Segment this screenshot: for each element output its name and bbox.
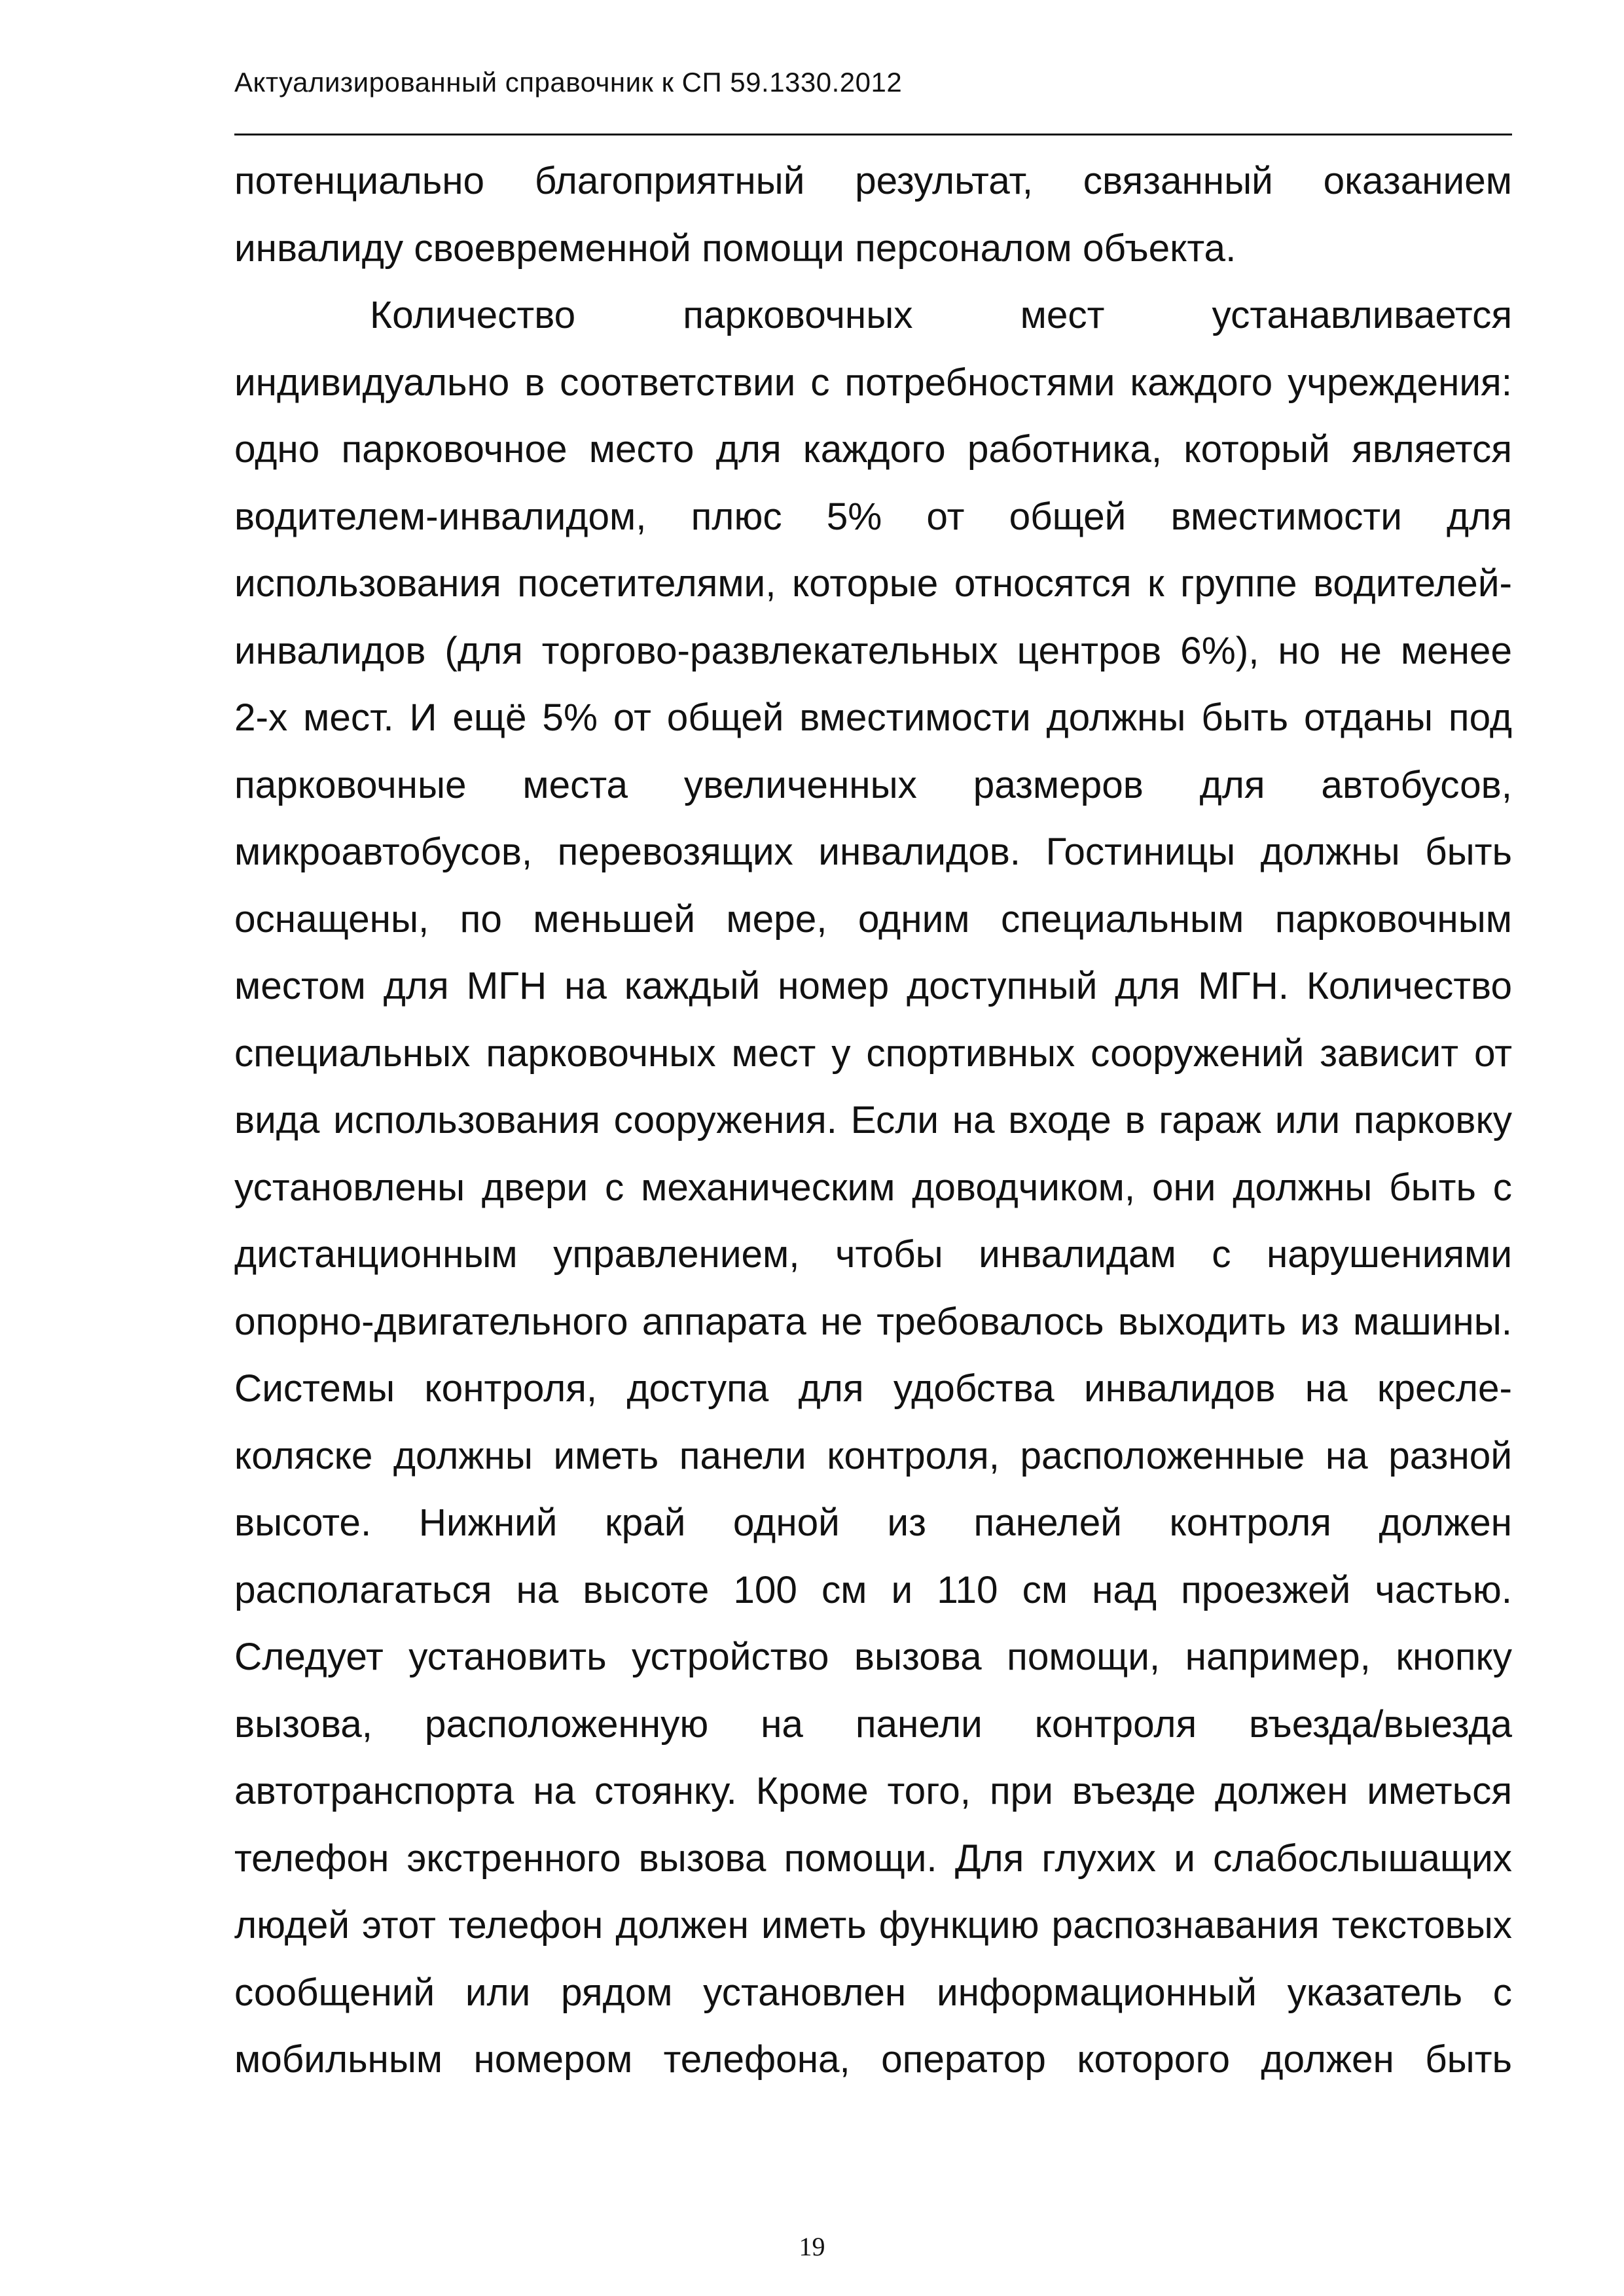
text-line: располагаться на высоте 100 см и 110 см над проезжей частью.: [234, 1568, 1512, 1611]
text-line: людей этот телефон должен иметь функцию распознавания текстовых: [234, 1904, 1512, 1946]
text-line: опорно-двигательного аппарата не требовалось выходить из машины.: [234, 1300, 1512, 1343]
text-line: Системы контроля, доступа для удобства инвалидов на кресле-: [234, 1367, 1512, 1410]
text-line: микроавтобусов, перевозящих инвалидов. Гостиницы должны быть: [234, 831, 1512, 873]
text-line: 2-х мест. И ещё 5% от общей вместимости должны быть отданы под: [234, 696, 1512, 739]
text-line: инвалидов (для торгово-развлекательных центров 6%), но не менее: [234, 629, 1512, 672]
text-line: автотранспорта на стоянку. Кроме того, при въезде должен иметься: [234, 1770, 1512, 1812]
text-line: потенциально благоприятный результат, связанный оказанием: [234, 160, 1512, 202]
header-divider: [234, 134, 1512, 135]
text-line: коляске должны иметь панели контроля, расположенные на разной: [234, 1434, 1512, 1477]
text-line: мобильным номером телефона, оператор которого должен быть: [234, 2038, 1512, 2081]
text-line: высоте. Нижний край одной из панелей контроля должен: [234, 1501, 1512, 1544]
paragraph-start-line: Количество парковочных мест устанавливается: [370, 294, 1512, 336]
page-number: 19: [799, 2232, 825, 2261]
text-line: сообщений или рядом установлен информационный указатель с: [234, 1971, 1512, 2014]
text-line: вызова, расположенную на панели контроля въезда/выезда: [234, 1702, 1512, 1746]
text-line: одно парковочное место для каждого работника, который является: [234, 428, 1512, 471]
text-line: дистанционным управлением, чтобы инвалидам с нарушениями: [234, 1233, 1512, 1276]
text-line: использования посетителями, которые относятся к группе водителей-: [234, 562, 1512, 605]
text-line: установлены двери с механическим доводчиком, они должны быть с: [234, 1166, 1512, 1209]
body-text: [234, 148, 1512, 2094]
text-line: Следует установить устройство вызова помощи, например, кнопку: [234, 1636, 1512, 1678]
text-line: парковочные места увеличенных размеров для автобусов,: [234, 763, 1512, 806]
text-line: инвалиду своевременной помощи персоналом объекта.: [234, 226, 1236, 270]
text-line: телефон экстренного вызова помощи. Для глухих и слабослышащих: [234, 1837, 1512, 1880]
text-line: вида использования сооружения. Если на входе в гараж или парковку: [234, 1099, 1512, 1141]
text-line: индивидуально в соответствии с потребностями каждого учреждения:: [234, 361, 1512, 404]
text-line: водителем-инвалидом, плюс 5% от общей вместимости для: [234, 495, 1512, 538]
text-line: специальных парковочных мест у спортивных сооружений зависит от: [234, 1031, 1512, 1075]
text-line: оснащены, по меньшей мере, одним специальным парковочным: [234, 897, 1512, 941]
text-line: местом для МГН на каждый номер доступный для МГН. Количество: [234, 965, 1512, 1007]
running-header: Актуализированный справочник к СП 59.1330.2012: [234, 67, 903, 98]
